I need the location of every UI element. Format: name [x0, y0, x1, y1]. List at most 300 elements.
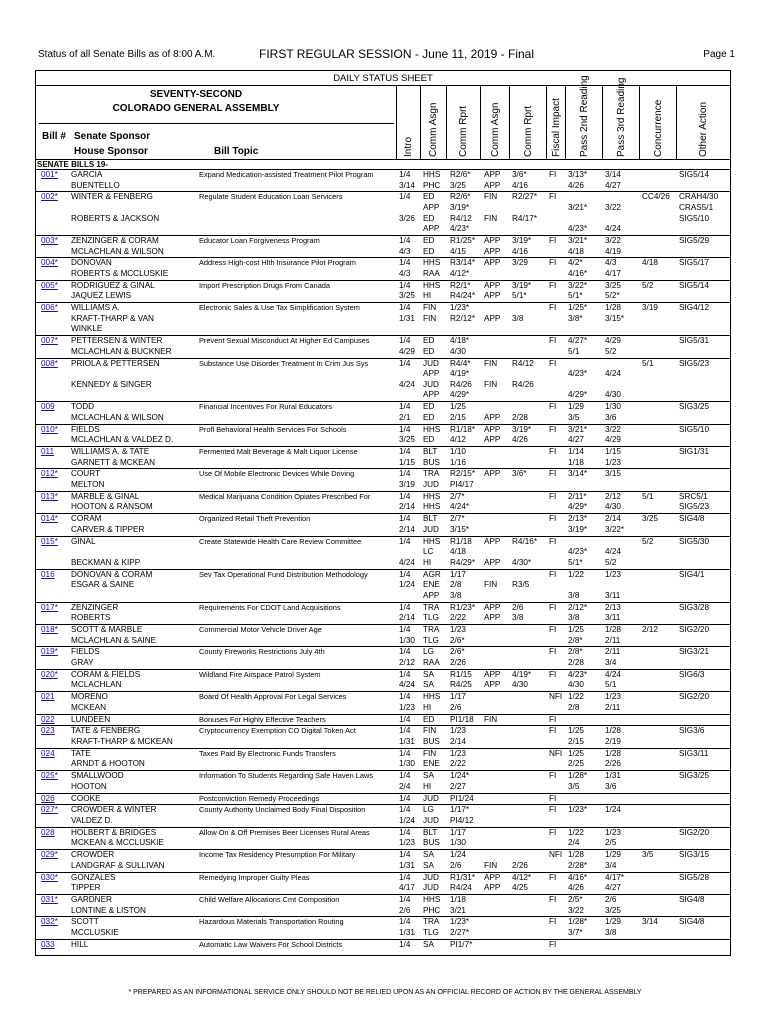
intro-date: 4/17 — [399, 883, 415, 893]
fiscal-impact: FI — [549, 236, 557, 245]
sponsor: GONZALES — [71, 872, 116, 882]
comm-rprt-2: 4/26 — [512, 435, 528, 445]
comm-asgn: HI — [423, 291, 432, 301]
bill-topic: Use Of Mobile Electronic Devices While Driving — [199, 469, 355, 479]
bill-topic: Substance Use Disorder Treatment In Crim Jus Sys — [199, 358, 369, 368]
sponsor: TATE — [71, 748, 91, 758]
comm-asgn: RAA — [423, 268, 440, 278]
pass-3rd: 4/19 — [605, 246, 621, 256]
comm-rprt: R1/25* — [450, 236, 476, 245]
sponsor: PETTERSEN & WINTER — [71, 336, 163, 346]
comm-asgn: SA — [423, 680, 434, 690]
pass-3rd: 5/2 — [605, 557, 617, 567]
assembly-line-1: SEVENTY-SECOND — [149, 89, 243, 100]
pass-2nd: 2/28* — [568, 860, 588, 870]
sponsor: MCLACHLAN & SAINE — [71, 635, 157, 645]
bill-number-link[interactable]: 024 — [41, 748, 55, 758]
comm-rprt-2: 3/8 — [512, 313, 524, 323]
pass-3rd: 3/22 — [605, 236, 621, 245]
comm-rprt-2: 4/19* — [512, 669, 532, 679]
pass-3rd: 1/24 — [605, 805, 621, 815]
pass-2nd: 4/30 — [568, 680, 584, 690]
pass-2nd: 4/2* — [568, 258, 583, 268]
other-action: SIG5/14 — [679, 170, 710, 179]
pass-3rd: 3/11 — [605, 613, 621, 623]
bill-number-link[interactable]: 010* — [41, 424, 58, 434]
pass-3rd: 2/6 — [605, 895, 617, 904]
pass-2nd: 2/15 — [568, 736, 584, 746]
pass-3rd: 3/11 — [605, 590, 621, 600]
bill-number-link[interactable]: 020* — [41, 669, 58, 679]
fiscal-impact: NFI — [549, 850, 563, 860]
pass-2nd: 2/4 — [568, 838, 580, 848]
fiscal-impact: FI — [549, 939, 557, 949]
col-header-label: Fiscal Impact — [550, 98, 562, 157]
pass-2nd: 3/21* — [568, 202, 588, 212]
comm-asgn: HHS — [423, 536, 441, 546]
sponsor: ARNDT & HOOTON — [71, 759, 145, 769]
sponsor: MARBLE & GINAL — [71, 491, 140, 501]
comm-rprt: 3/21 — [450, 905, 466, 915]
comm-asgn: BUS — [423, 736, 440, 746]
pass-2nd: 4/23* — [568, 547, 588, 557]
comm-rprt: R4/24 — [450, 883, 472, 893]
comm-asgn: BUS — [423, 457, 440, 467]
intro-date: 1/4 — [399, 424, 411, 434]
fiscal-impact: FI — [549, 827, 557, 837]
comm-asgn: HHS — [423, 258, 441, 268]
bill-topic: Income Tax Residency Presumption For Military — [199, 850, 356, 860]
fiscal-impact: FI — [549, 424, 557, 434]
comm-asgn: ED — [423, 435, 435, 445]
pass-3rd: 1/23 — [605, 569, 621, 579]
fiscal-impact: FI — [549, 447, 557, 456]
other-action: SIG4/8 — [679, 895, 705, 904]
col-header-label: Intro — [403, 136, 414, 157]
comm-rprt: 2/7* — [450, 514, 465, 524]
fiscal-impact: FI — [549, 336, 557, 346]
bill-number-link[interactable]: 025* — [41, 771, 58, 781]
bill-topic: Board Of Health Approval For Legal Services — [199, 692, 347, 702]
comm-rprt: 2/6 — [450, 702, 462, 712]
intro-date: 1/4 — [399, 714, 411, 724]
comm-asgn: JUD — [423, 872, 439, 882]
comm-rprt: 4/19* — [450, 369, 470, 379]
other-action: SIG5/31 — [679, 336, 710, 346]
bill-number-link[interactable]: 028 — [41, 827, 55, 837]
comm-asgn-2: APP — [484, 180, 501, 190]
comm-asgn: JUD — [423, 793, 439, 803]
pass-3rd: 1/15 — [605, 447, 621, 456]
sponsor: WILLIAMS A. & TATE — [71, 447, 150, 456]
comm-rprt: PI1/24 — [450, 793, 474, 803]
intro-date: 4/29 — [399, 346, 415, 356]
intro-date: 1/4 — [399, 514, 411, 524]
table-row — [36, 570, 730, 602]
bill-number-link[interactable]: 032* — [41, 917, 58, 927]
comm-rprt: 4/23* — [450, 224, 470, 234]
pass-2nd: 3/7* — [568, 927, 583, 937]
comm-rprt-2: 3/6* — [512, 170, 527, 179]
comm-asgn: RAA — [423, 657, 440, 667]
comm-asgn: JUD — [423, 524, 439, 534]
bill-number-link[interactable]: 033 — [41, 939, 55, 949]
comm-asgn: HHS — [423, 895, 441, 904]
concurrence: 5/1 — [642, 491, 654, 501]
comm-rprt: PI4/17 — [450, 479, 474, 489]
fiscal-impact: FI — [549, 872, 557, 882]
bill-number-link[interactable]: 004* — [41, 258, 58, 268]
comm-rprt-2: 4/16 — [512, 246, 528, 256]
comm-rprt: 2/27* — [450, 927, 470, 937]
pass-2nd: 4/26 — [568, 883, 584, 893]
comm-rprt: 1/17 — [450, 569, 466, 579]
pass-2nd: 1/29 — [568, 402, 584, 412]
pass-2nd: 1/25 — [568, 726, 584, 736]
intro-date: 4/24 — [399, 557, 415, 567]
comm-rprt-2: 3/19* — [512, 424, 532, 434]
other-action: SIG5/30 — [679, 536, 710, 546]
comm-asgn: PHC — [423, 180, 441, 190]
comm-asgn-2: APP — [484, 313, 501, 323]
comm-asgn-2: FIN — [484, 379, 498, 389]
sponsor: SCOTT & MARBLE — [71, 625, 143, 634]
intro-date: 1/24 — [399, 815, 415, 825]
bill-number-link[interactable]: 019* — [41, 647, 58, 657]
bill-number-link[interactable]: 011 — [41, 447, 55, 456]
bill-number-link[interactable]: 031* — [41, 895, 58, 904]
sponsor: JAQUEZ LEWIS — [71, 291, 132, 301]
pass-3rd: 2/14 — [605, 514, 621, 524]
fiscal-impact: FI — [549, 602, 557, 612]
col-header-label: Comm Rprt — [522, 105, 534, 157]
pass-3rd: 3/8 — [605, 927, 617, 937]
bill-number-link[interactable]: 027* — [41, 805, 58, 815]
sponsor: FIELDS — [71, 424, 100, 434]
comm-asgn-2: APP — [484, 536, 501, 546]
other-action: SIG3/25 — [679, 402, 710, 412]
other-action: SIG5/10 — [679, 424, 710, 434]
comm-asgn: ED — [423, 213, 435, 223]
sponsor: TIPPER — [71, 883, 101, 893]
table-row — [36, 170, 730, 191]
fiscal-impact: FI — [549, 917, 557, 927]
bill-number-link[interactable]: 007* — [41, 336, 58, 346]
sponsor: CROWDER & WINTER — [71, 805, 157, 815]
pass-3rd: 3/15 — [605, 469, 621, 479]
bill-number-link[interactable]: 012* — [41, 469, 58, 479]
comm-asgn-2: FIN — [484, 192, 498, 202]
col-header-0 — [396, 85, 420, 159]
other-action: SIG4/8 — [679, 514, 705, 524]
comm-rprt: 1/25 — [450, 402, 466, 412]
pass-3rd: 2/11 — [605, 647, 621, 657]
pass-2nd: 3/8* — [568, 313, 583, 323]
pass-2nd: 4/26 — [568, 180, 584, 190]
comm-asgn: LG — [423, 647, 434, 657]
pass-3rd: 2/11 — [605, 702, 621, 712]
table-row — [36, 425, 730, 446]
table-row — [36, 873, 730, 894]
bill-number-link[interactable]: 016 — [41, 569, 55, 579]
sponsor: GINAL — [71, 536, 96, 546]
pass-2nd: 5/1 — [568, 346, 580, 356]
bill-number-link[interactable]: 003* — [41, 236, 58, 245]
col-bill-topic: Bill Topic — [214, 146, 259, 157]
intro-date: 1/4 — [399, 236, 411, 245]
comm-rprt: 1/23* — [450, 303, 470, 313]
fiscal-impact: FI — [549, 625, 557, 634]
comm-rprt: 2/7* — [450, 491, 465, 501]
col-bill-number: Bill # — [42, 131, 66, 142]
table-row — [36, 192, 730, 234]
sponsor: LONTINE & LISTON — [71, 905, 146, 915]
intro-date: 1/4 — [399, 625, 411, 634]
sponsor: HOOTON & RANSOM — [71, 502, 153, 512]
intro-date: 1/31 — [399, 927, 415, 937]
comm-rprt-2: 4/30 — [512, 680, 528, 690]
comm-rprt: 2/22 — [450, 613, 466, 623]
comm-asgn: TRA — [423, 602, 440, 612]
comm-asgn: AGR — [423, 569, 441, 579]
bill-number-link[interactable]: 005* — [41, 280, 58, 290]
pass-3rd: 5/2 — [605, 346, 617, 356]
comm-rprt: 2/15 — [450, 412, 466, 422]
intro-date: 1/4 — [399, 692, 411, 702]
page-number: Page 1 — [703, 49, 735, 60]
sponsor: CARVER & TIPPER — [71, 524, 145, 534]
comm-asgn: APP — [423, 590, 440, 600]
pass-2nd: 2/8* — [568, 635, 583, 645]
other-action: SIG3/25 — [679, 771, 710, 781]
bill-number-link[interactable]: 009 — [41, 402, 55, 412]
pass-3rd: 2/12 — [605, 491, 621, 501]
intro-date: 1/4 — [399, 771, 411, 781]
table-row — [36, 359, 730, 401]
pass-2nd: 2/11* — [568, 491, 587, 501]
col-header-label: Comm Asgn — [489, 102, 501, 157]
comm-asgn: PHC — [423, 905, 441, 915]
sponsor: FIELDS — [71, 647, 100, 657]
pass-2nd: 3/21* — [568, 424, 588, 434]
pass-2nd: 2/8 — [568, 702, 580, 712]
comm-asgn-2: APP — [484, 435, 501, 445]
fiscal-impact: FI — [549, 793, 557, 803]
comm-asgn: HHS — [423, 502, 441, 512]
other-action: SIG3/28 — [679, 602, 710, 612]
comm-asgn: SA — [423, 860, 434, 870]
pass-2nd: 5/1* — [568, 291, 583, 301]
status-line: Status of all Senate Bills as of 8:00 A.M. — [38, 49, 216, 60]
comm-rprt: R4/24* — [450, 291, 476, 301]
bill-number-link[interactable]: 022 — [41, 714, 55, 724]
comm-rprt-2: R4/16* — [512, 536, 538, 546]
comm-rprt: R4/26 — [450, 379, 472, 389]
other-action: SIG2/20 — [679, 625, 710, 634]
intro-date: 3/25 — [399, 291, 415, 301]
pass-3rd: 1/28 — [605, 726, 621, 736]
bill-topic: Requirements For CDOT Land Acquisitions — [199, 602, 341, 612]
bill-topic: County Authority Unclaimed Body Final Disposition — [199, 805, 366, 815]
bill-number-link[interactable]: 001* — [41, 170, 58, 179]
sponsor: MCLACHLAN & BUCKNER — [71, 346, 172, 356]
bill-number-link[interactable]: 002* — [41, 192, 58, 202]
comm-asgn: ENE — [423, 759, 440, 769]
bill-number-link[interactable]: 026 — [41, 793, 55, 803]
table-row — [36, 715, 730, 726]
comm-rprt-2: R4/12 — [512, 358, 534, 368]
bill-number-link[interactable]: 029* — [41, 850, 58, 860]
comm-rprt-2: 3/19* — [512, 280, 532, 290]
comm-asgn: TLG — [423, 927, 439, 937]
comm-asgn-2: APP — [484, 602, 501, 612]
pass-3rd: 3/4 — [605, 657, 617, 667]
sponsor: MCLACHLAN — [71, 680, 122, 690]
fiscal-impact: FI — [549, 170, 557, 179]
sponsor: ROBERTS & MCCLUSKIE — [71, 268, 169, 278]
bill-number-link[interactable]: 018* — [41, 625, 58, 634]
bill-number-link[interactable]: 023 — [41, 726, 55, 736]
pass-2nd: 4/16* — [568, 872, 588, 882]
comm-rprt: 1/10 — [450, 447, 466, 456]
fiscal-impact: FI — [549, 647, 557, 657]
sponsor: MCLACHLAN & WILSON — [71, 412, 164, 422]
table-row — [36, 771, 730, 792]
comm-rprt: 3/8 — [450, 590, 462, 600]
bill-topic: Fermented Malt Beverage & Malt Liquor License — [199, 447, 358, 456]
col-header-9 — [676, 85, 730, 159]
bill-topic: Electronic Sales & Use Tax Simplification System — [199, 303, 360, 313]
bill-number-link[interactable]: 021 — [41, 692, 55, 702]
bill-number-link[interactable]: 017* — [41, 602, 58, 612]
intro-date: 1/4 — [399, 569, 411, 579]
sponsor: PRIOLA & PETTERSEN — [71, 358, 160, 368]
comm-rprt: 1/23 — [450, 726, 466, 736]
table-row — [36, 537, 730, 569]
sponsor: BUENTELLO — [71, 180, 120, 190]
intro-date: 1/4 — [399, 358, 411, 368]
sponsor: CORAM & FIELDS — [71, 669, 141, 679]
comm-rprt: 2/8 — [450, 580, 462, 590]
intro-date: 1/4 — [399, 536, 411, 546]
comm-asgn: TRA — [423, 469, 440, 479]
pass-3rd: 4/30 — [605, 390, 621, 400]
comm-asgn-2: APP — [484, 412, 501, 422]
bill-number-link[interactable]: 030* — [41, 872, 58, 882]
comm-asgn: HHS — [423, 280, 441, 290]
comm-asgn: FIN — [423, 303, 437, 313]
comm-asgn-2: APP — [484, 669, 501, 679]
comm-asgn: HHS — [423, 170, 441, 179]
comm-rprt: 1/17* — [450, 805, 470, 815]
comm-asgn: HHS — [423, 692, 441, 702]
pass-3rd: 4/24 — [605, 547, 621, 557]
fiscal-impact: FI — [549, 805, 557, 815]
pass-3rd: 4/29 — [605, 435, 621, 445]
pass-3rd: 4/17* — [605, 872, 625, 882]
comm-rprt: 4/18* — [450, 336, 470, 346]
bill-number-link[interactable]: 015* — [41, 536, 58, 546]
bill-topic: Allow On & Off Premises Beer Licenses Rural Areas — [199, 827, 370, 837]
comm-rprt: R2/15* — [450, 469, 476, 479]
sponsor: KRAFT-THARP & MCKEAN — [71, 736, 173, 746]
bill-number-link[interactable]: 014* — [41, 514, 58, 524]
comm-asgn: FIN — [423, 726, 437, 736]
intro-date: 1/4 — [399, 850, 411, 860]
bill-topic: Create Statewide Health Care Review Committee — [199, 536, 362, 546]
bill-number-link[interactable]: 013* — [41, 491, 58, 501]
bill-number-link[interactable]: 006* — [41, 303, 58, 313]
pass-3rd: 1/30 — [605, 402, 621, 412]
comm-asgn: ED — [423, 346, 435, 356]
footer-disclaimer: * PREPARED AS AN INFORMATIONAL SERVICE ONLY SHOULD NOT BE RELIED UPON AS AN OFFICIAL RECORD OF ACTION BY THE GENERAL ASSEMBLY — [128, 989, 642, 996]
fiscal-impact: FI — [549, 669, 557, 679]
intro-date: 1/4 — [399, 491, 411, 501]
table-row — [36, 647, 730, 668]
comm-rprt: PI4/12 — [450, 815, 474, 825]
bill-topic: Address High-cost Hlth Insurance Pilot Program — [199, 258, 356, 268]
other-action: SIG4/8 — [679, 917, 705, 927]
col-header-7 — [602, 77, 639, 159]
sponsor: TATE & FENBERG — [71, 726, 141, 736]
pass-2nd: 1/25 — [568, 625, 584, 634]
fiscal-impact: FI — [549, 514, 557, 524]
sponsor: WINKLE — [71, 324, 103, 334]
assembly-title — [76, 88, 316, 116]
session-title: FIRST REGULAR SESSION - June 11, 2019 - Final — [259, 47, 534, 61]
pass-3rd: 4/24 — [605, 669, 621, 679]
intro-date: 2/14 — [399, 502, 415, 512]
other-action: SIG6/3 — [679, 669, 705, 679]
comm-rprt: 2/6* — [450, 647, 465, 657]
comm-asgn-2: APP — [484, 246, 501, 256]
other-action: SIG5/23 — [679, 502, 710, 512]
pass-2nd: 2/12* — [568, 602, 588, 612]
comm-asgn: TRA — [423, 917, 440, 927]
comm-asgn: APP — [423, 224, 440, 234]
fiscal-impact: NFI — [549, 748, 563, 758]
sponsor: BECKMAN & KIPP — [71, 557, 141, 567]
table-row — [36, 895, 730, 916]
concurrence: 2/12 — [642, 625, 658, 634]
pass-2nd: 3/8 — [568, 613, 580, 623]
bill-topic: Cryptocurrency Exemption CO Digital Token Act — [199, 726, 356, 736]
sponsor: MCLACHLAN & VALDEZ D. — [71, 435, 174, 445]
comm-rprt: 2/27 — [450, 781, 466, 791]
sponsor: ROBERTS & JACKSON — [71, 213, 160, 223]
bill-number-link[interactable]: 008* — [41, 358, 58, 368]
col-header-2 — [446, 85, 480, 159]
bill-topic: Prevent Sexual Misconduct At Higher Ed Campuses — [199, 336, 370, 346]
other-action: SIG5/28 — [679, 872, 710, 882]
pass-3rd: 1/23 — [605, 692, 621, 702]
fiscal-impact: FI — [549, 536, 557, 546]
page-header — [38, 47, 735, 63]
comm-rprt: 1/23* — [450, 917, 470, 927]
pass-2nd: 2/25 — [568, 759, 584, 769]
intro-date: 1/23 — [399, 702, 415, 712]
pass-2nd: 3/8 — [568, 590, 580, 600]
pass-2nd: 1/22 — [568, 827, 584, 837]
sponsor: MCKEAN — [71, 702, 107, 712]
bill-topic: Financial Incentives For Rural Educators — [199, 402, 333, 412]
daily-status-title: DAILY STATUS SHEET — [333, 73, 433, 84]
fiscal-impact: FI — [549, 726, 557, 736]
comm-asgn: APP — [423, 369, 440, 379]
comm-rprt: 3/19* — [450, 202, 470, 212]
comm-rprt: 2/26 — [450, 657, 466, 667]
comm-rprt: PI1/7* — [450, 939, 473, 949]
